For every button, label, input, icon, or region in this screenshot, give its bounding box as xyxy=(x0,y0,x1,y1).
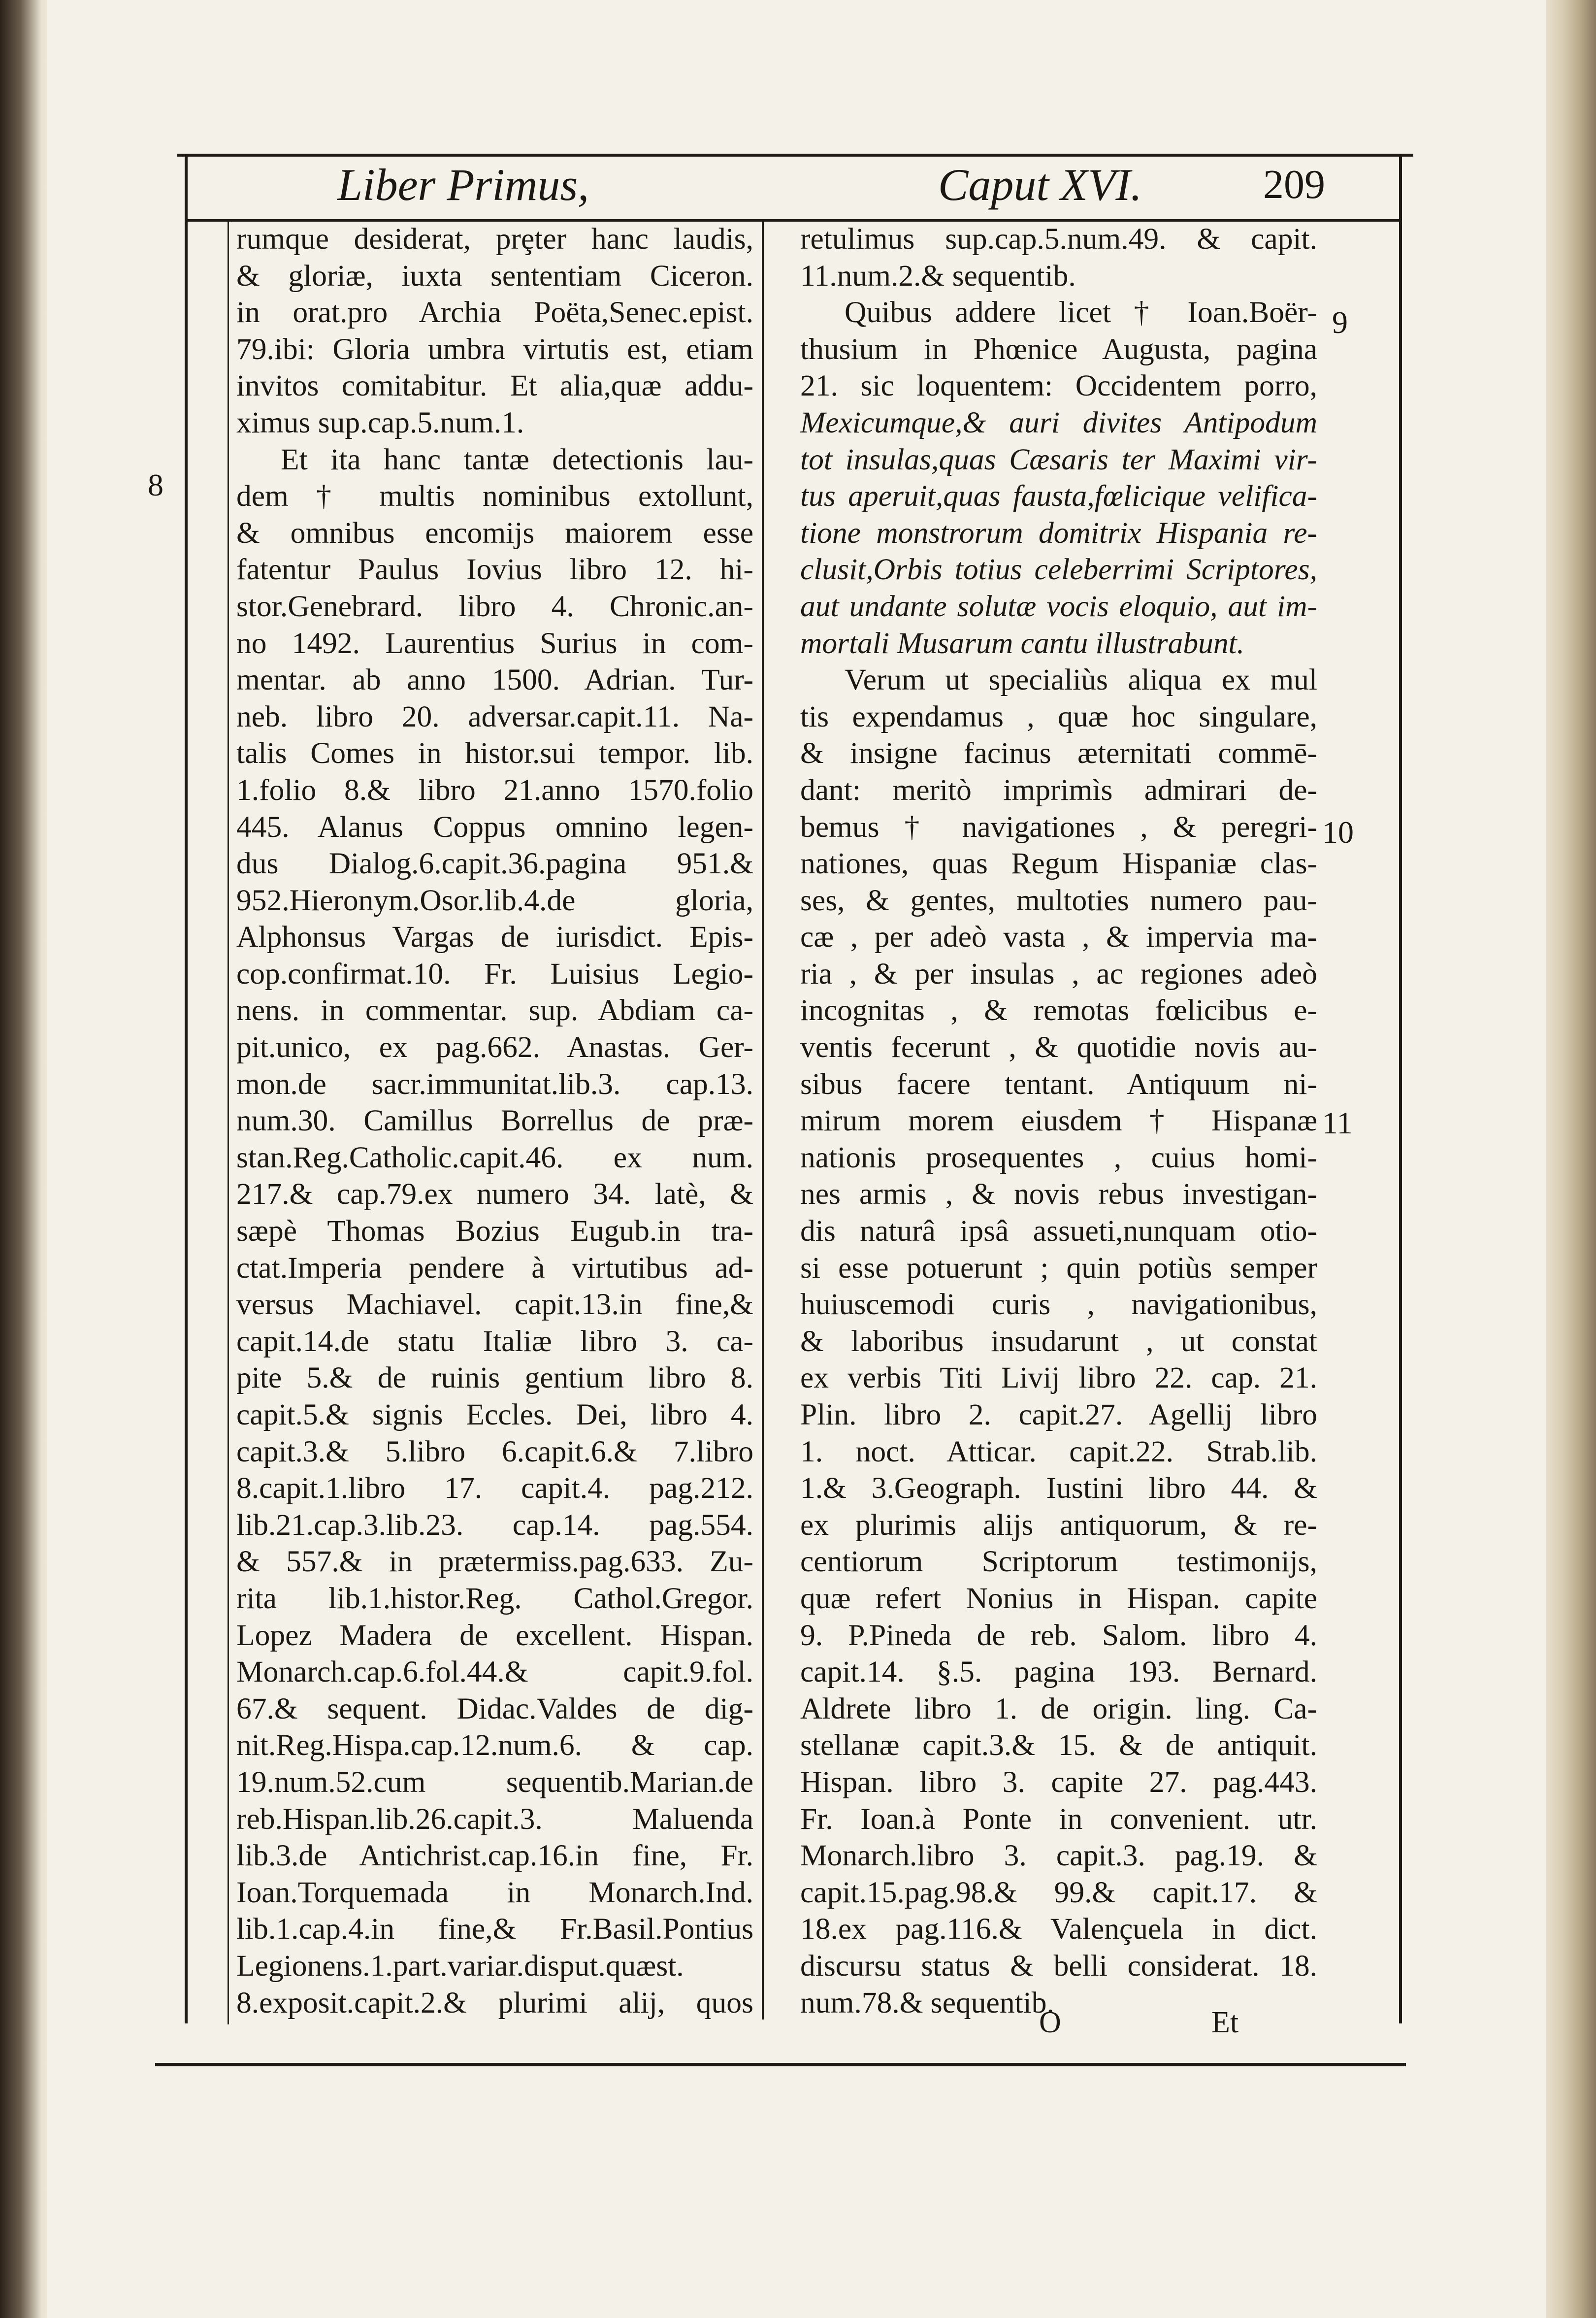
text-line: versus Machiavel. capit.13.in fine,& xyxy=(236,1288,753,1322)
text-line: capit.14. §.5. pagina 193. Bernard. xyxy=(800,1655,1317,1689)
margin-note-10: 10 xyxy=(1322,815,1354,850)
text-line: Monarch.libro 3. capit.3. pag.19. & xyxy=(800,1839,1317,1873)
running-head-book: Liber Primus, xyxy=(337,160,589,210)
text-line: mon.de sacr.immunitat.lib.3. cap.13. xyxy=(236,1067,753,1101)
running-head-chapter: Caput XVI. xyxy=(938,160,1142,210)
text-line: Aldrete libro 1. de origin. ling. Ca- xyxy=(800,1691,1317,1725)
text-line: Mexicumque,& auri divites Antipodum xyxy=(800,405,1317,439)
text-line: si esse potuerunt ; quin potiùs semper xyxy=(800,1251,1317,1285)
text-line: lib.1.cap.4.in fine,& Fr.Basil.Pontius xyxy=(236,1912,753,1946)
text-line: 1.& 3.Geograph. Iustini libro 44. & xyxy=(800,1471,1317,1505)
text-line: cæ , per adeò vasta , & impervia ma- xyxy=(800,920,1317,954)
text-line: tis expendamus , quæ hoc singulare, xyxy=(800,699,1317,733)
signature-mark: O xyxy=(1039,2006,1061,2039)
text-line: & gloriæ, iuxta sententiam Ciceron. xyxy=(236,259,753,293)
text-line: mirum morem eiusdem † Hispanæ xyxy=(800,1104,1317,1138)
text-line: nes armis , & novis rebus investigan- xyxy=(800,1177,1317,1211)
text-line: 67.& sequent. Didac.Valdes de dig- xyxy=(236,1691,753,1725)
margin-note-11: 11 xyxy=(1322,1105,1353,1140)
text-line: bemus † navigationes , & peregri- xyxy=(800,810,1317,844)
text-line: Legionens.1.part.variar.disput.quæst. xyxy=(236,1949,684,1983)
text-line: retulimus sup.cap.5.num.49. & capit. xyxy=(800,222,1317,256)
text-line: rita lib.1.histor.Reg. Cathol.Gregor. xyxy=(236,1581,753,1615)
text-line: 8.exposit.capit.2.& plurimi alij, quos xyxy=(236,1986,753,2020)
text-line: Quibus addere licet † Ioan.Boër- xyxy=(845,296,1317,330)
text-line: reb.Hispan.lib.26.capit.3. Maluenda xyxy=(236,1802,753,1836)
text-line: Plin. libro 2. capit.27. Agellij libro xyxy=(800,1398,1317,1431)
text-line: no 1492. Laurentius Surius in com- xyxy=(236,626,753,660)
text-line: 19.num.52.cum sequentib.Marian.de xyxy=(236,1765,753,1799)
text-line: fatentur Paulus Iovius libro 12. hi- xyxy=(236,553,753,587)
text-line: capit.5.& signis Eccles. Dei, libro 4. xyxy=(236,1398,753,1431)
text-line: 1. noct. Atticar. capit.22. Strab.lib. xyxy=(800,1434,1317,1468)
left-column xyxy=(236,221,753,2021)
text-line: ex plurimis alijs antiquorum, & re- xyxy=(800,1508,1317,1542)
margin-note-9: 9 xyxy=(1332,305,1348,340)
text-line: 9. P.Pineda de reb. Salom. libro 4. xyxy=(800,1618,1317,1652)
text-line: clusit,Orbis totius celeberrimi Scriptores, xyxy=(800,553,1317,587)
text-line: thusium in Phœnice Augusta, pagina xyxy=(800,332,1317,366)
text-line: dus Dialog.6.capit.36.pagina 951.& xyxy=(236,847,753,881)
text-line: sæpè Thomas Bozius Eugub.in tra- xyxy=(236,1214,753,1248)
text-line: Monarch.cap.6.fol.44.& capit.9.fol. xyxy=(236,1655,753,1689)
text-line: dem † multis nominibus extollunt, xyxy=(236,479,753,513)
page-number: 209 xyxy=(1263,162,1325,207)
text-line: in orat.pro Archia Poëta,Senec.epist. xyxy=(236,296,753,330)
text-line: nit.Reg.Hispa.cap.12.num.6. & cap. xyxy=(236,1728,753,1762)
text-line: pite 5.& de ruinis gentium libro 8. xyxy=(236,1361,753,1395)
text-line: num.78.& sequentib. xyxy=(800,1986,1054,2020)
text-line: Ioan.Torquemada in Monarch.Ind. xyxy=(236,1875,753,1909)
text-line: Fr. Ioan.à Ponte in convenient. utr. xyxy=(800,1802,1317,1836)
text-line: stan.Reg.Catholic.capit.46. ex num. xyxy=(236,1140,753,1174)
text-line: mortali Musarum cantu illustrabunt. xyxy=(800,626,1245,660)
text-line: stor.Genebrard. libro 4. Chronic.an- xyxy=(236,589,753,623)
text-line: tot insulas,quas Cæsaris ter Maximi vir- xyxy=(800,442,1317,476)
text-line: & omnibus encomijs maiorem esse xyxy=(236,516,753,550)
text-line: num.30. Camillus Borrellus de præ- xyxy=(236,1104,753,1138)
text-line: dis naturâ ipsâ assueti,nunquam otio- xyxy=(800,1214,1317,1248)
text-line: aut undante solutæ vocis eloquio, aut im- xyxy=(800,589,1317,623)
text-line: tione monstrorum domitrix Hispania re- xyxy=(800,516,1317,550)
text-line: Et ita hanc tantæ detectionis lau- xyxy=(281,442,753,476)
book-page xyxy=(47,0,1546,2318)
text-line: rumque desiderat, prȩter hanc laudis, xyxy=(236,222,753,256)
text-line: & insigne facinus æternitati commē- xyxy=(800,736,1317,770)
text-line: Alphonsus Vargas de iurisdict. Epis- xyxy=(236,920,753,954)
text-line: nationes, quas Regum Hispaniæ clas- xyxy=(800,847,1317,881)
text-line: ria , & per insulas , ac regiones adeò xyxy=(800,957,1317,991)
text-line: 8.capit.1.libro 17. capit.4. pag.212. xyxy=(236,1471,753,1505)
text-line: lib.21.cap.3.lib.23. cap.14. pag.554. xyxy=(236,1508,753,1542)
text-line: cop.confirmat.10. Fr. Luisius Legio- xyxy=(236,957,753,991)
margin-note-8: 8 xyxy=(148,467,163,502)
column-divider xyxy=(762,222,764,2020)
text-line: centiorum Scriptorum testimonijs, xyxy=(800,1545,1317,1579)
text-line: ses, & gentes, multoties numero pau- xyxy=(800,883,1317,917)
catchword: Et xyxy=(1211,2006,1239,2039)
bottom-rule xyxy=(155,2063,1406,2066)
text-line: 445. Alanus Coppus omnino legen- xyxy=(236,810,753,844)
text-line: invitos comitabitur. Et alia,quæ addu- xyxy=(236,369,753,403)
text-line: 21. sic loquentem: Occidentem porro, xyxy=(800,369,1317,403)
text-line: 1.folio 8.& libro 21.anno 1570.folio xyxy=(236,773,753,807)
text-line: Lopez Madera de excellent. Hispan. xyxy=(236,1618,753,1652)
text-line: mentar. ab anno 1500. Adrian. Tur- xyxy=(236,663,753,697)
text-line: 11.num.2.& sequentib. xyxy=(800,259,1076,293)
text-line: lib.3.de Antichrist.cap.16.in fine, Fr. xyxy=(236,1839,753,1873)
text-line: ex verbis Titi Livij libro 22. cap. 21. xyxy=(800,1361,1317,1395)
text-line: discursu status & belli considerat. 18. xyxy=(800,1949,1317,1983)
left-inner-rule xyxy=(228,222,229,2024)
text-line: dant: meritò imprimìs admirari de- xyxy=(800,773,1317,807)
text-line: neb. libro 20. adversar.capit.11. Na- xyxy=(236,699,753,733)
text-line: & 557.& in prætermiss.pag.633. Zu- xyxy=(236,1545,753,1579)
text-line: ximus sup.cap.5.num.1. xyxy=(236,405,524,439)
text-line: quæ refert Nonius in Hispan. capite xyxy=(800,1581,1317,1615)
text-line: huiuscemodi curis , navigationibus, xyxy=(800,1288,1317,1322)
text-line: & laboribus insudarunt , ut constat xyxy=(800,1324,1317,1358)
text-line: talis Comes in histor.sui tempor. lib. xyxy=(236,736,753,770)
right-column xyxy=(800,221,1317,2021)
text-line: nationis prosequentes , cuius homi- xyxy=(800,1140,1317,1174)
text-line: Verum ut specialiùs aliqua ex mul xyxy=(845,663,1317,697)
text-line: ventis fecerunt , & quotidie novis au- xyxy=(800,1030,1317,1064)
text-line: sibus facere tentant. Antiquum ni- xyxy=(800,1067,1317,1101)
text-line: capit.3.& 5.libro 6.capit.6.& 7.libro xyxy=(236,1434,753,1468)
book-fore-edge xyxy=(1542,0,1596,2318)
text-line: 217.& cap.79.ex numero 34. latè, & xyxy=(236,1177,753,1211)
text-line: capit.14.de statu Italiæ libro 3. ca- xyxy=(236,1324,753,1358)
text-line: 952.Hieronym.Osor.lib.4.de gloria, xyxy=(236,883,753,917)
text-line: incognitas , & remotas fœlicibus e- xyxy=(800,993,1317,1027)
text-line: Hispan. libro 3. capite 27. pag.443. xyxy=(800,1765,1317,1799)
text-line: stellanæ capit.3.& 15. & de antiquit. xyxy=(800,1728,1317,1762)
text-line: 18.ex pag.116.& Valençuela in dict. xyxy=(800,1912,1317,1946)
text-line: pit.unico, ex pag.662. Anastas. Ger- xyxy=(236,1030,753,1064)
text-line: 79.ibi: Gloria umbra virtutis est, etiam xyxy=(236,332,753,366)
text-line: nens. in commentar. sup. Abdiam ca- xyxy=(236,993,753,1027)
text-line: tus aperuit,quas fausta,fœlicique velifica- xyxy=(800,479,1317,513)
text-line: capit.15.pag.98.& 99.& capit.17. & xyxy=(800,1875,1317,1909)
text-line: ctat.Imperia pendere à virtutibus ad- xyxy=(236,1251,753,1285)
